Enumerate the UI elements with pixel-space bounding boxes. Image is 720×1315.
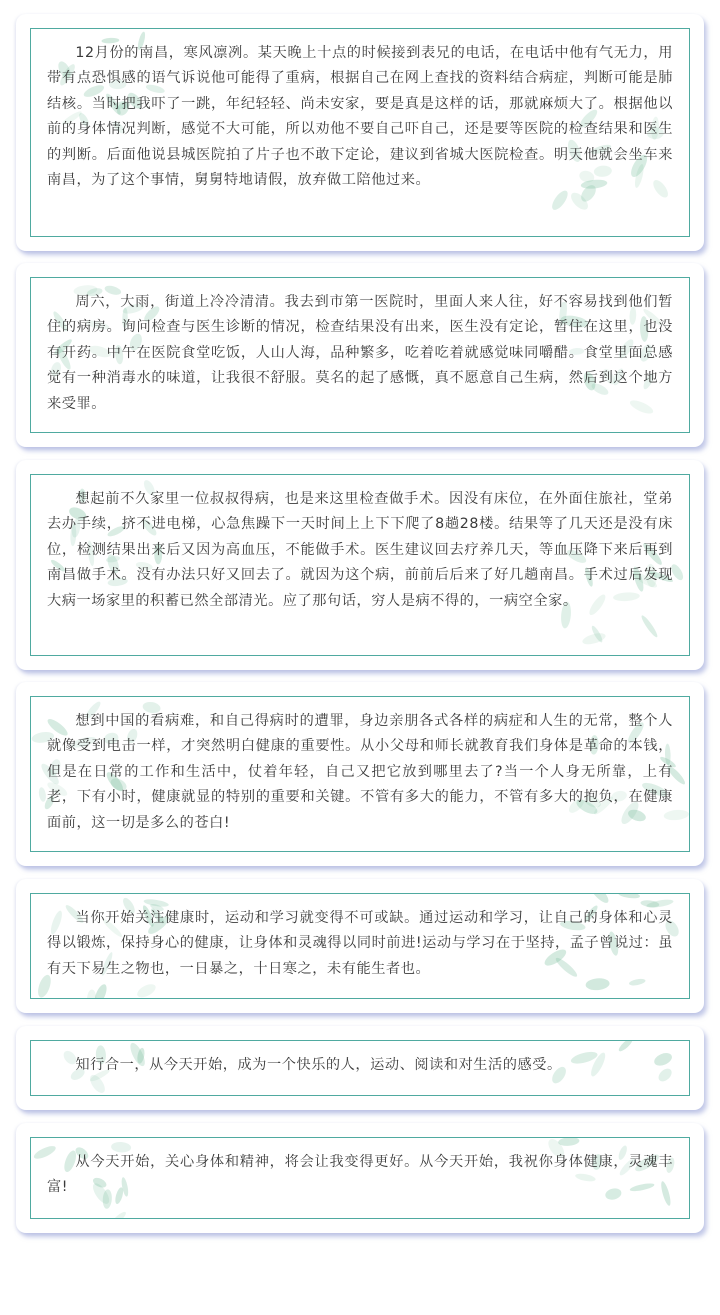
paragraph-text: 想到中国的看病难，和自己得病时的遭罪，身边亲朋各式各样的病症和人生的无常，整个人就像受到电击一样，才突然明白健康的重要性。从小父母和师长就教育我们身体是革命的本钱，但是在日常的工作和生活中，仗着年轻，自己又把它放到哪里去了?当一个人身无所靠，上有老，下有小时，健康就显的特别的重要和关键。不管有多大的能力，不管有多大的抱负，在健康面前，这一切是多么的苍白! (47, 713, 673, 831)
paragraph-card-4 (16, 682, 704, 866)
card-frame (30, 28, 690, 237)
paragraph-card-3 (16, 460, 704, 670)
paragraph-card-1 (16, 14, 704, 251)
paragraph-card-7 (16, 1123, 704, 1233)
paragraph-text: 12月份的南昌，寒风凛冽。某天晚上十点的时候接到表兄的电话，在电话中他有气无力，用带有点恐惧感的语气诉说他可能得了重病，根据自己在网上查找的资料结合病症，判断可能是肺结核。当时把我吓了一跳，年纪轻轻、尚未安家，要是真是这样的话，那就麻烦大了。根据他以前的身体情况判断，感觉不大可能，所以劝他不要自己吓自己，还是要等医院的检查结果和医生的判断。后面他说县城医院拍了片子也不敢下定论，建议到省城大医院检查。明天他就会坐车来南昌，为了这个事情，舅舅特地请假，放弃做工陪他过来。 (47, 45, 673, 189)
card-frame (30, 1040, 690, 1096)
card-frame (30, 474, 690, 656)
paragraph-text: 周六，大雨，街道上冷冷清清。我去到市第一医院时，里面人来人往，好不容易找到他们暂住的病房。询问检查与医生诊断的情况，检查结果没有出来，医生没有定论，暂住在这里，也没有开药。中午在医院食堂吃饭，人山人海，品种繁多，吃着吃着就感觉味同嚼醋。食堂里面总感觉有一种消毒水的味道，让我很不舒服。莫名的起了感慨，真不愿意自己生病，然后到这个地方来受罪。 (47, 294, 673, 412)
paragraph-text: 知行合一，从今天开始，成为一个快乐的人，运动、阅读和对生活的感受。 (75, 1057, 562, 1073)
card-frame (30, 1137, 690, 1219)
paragraph-card-6 (16, 1026, 704, 1110)
paragraph-text: 当你开始关注健康时，运动和学习就变得不可或缺。通过运动和学习，让自己的身体和心灵得以锻炼，保持身心的健康，让身体和灵魂得以同时前进!运动与学习在于坚持，孟子曾说过：虽有天下易生之物也，一日暴之，十日寒之，未有能生者也。 (47, 910, 673, 977)
card-frame (30, 893, 690, 999)
paragraph-text: 想起前不久家里一位叔叔得病，也是来这里检查做手术。因没有床位，在外面住旅社，堂弟去办手续，挤不进电梯，心急焦躁下一天时间上上下下爬了8趟28楼。结果等了几天还是没有床位，检测结果出来后又因为高血压，不能做手术。医生建议回去疗养几天，等血压降下来后再到南昌做手术。没有办法只好又回去了。就因为这个病，前前后后来了好几趟南昌。手术过后发现大病一场家里的积蓄已然全部清光。应了那句话，穷人是病不得的，一病空全家。 (47, 491, 673, 609)
card-frame (30, 277, 690, 433)
paragraph-text: 从今天开始，关心身体和精神，将会让我变得更好。从今天开始，我祝你身体健康，灵魂丰富! (47, 1154, 673, 1196)
card-frame (30, 696, 690, 852)
paragraph-card-5 (16, 879, 704, 1013)
paragraph-card-2 (16, 263, 704, 447)
